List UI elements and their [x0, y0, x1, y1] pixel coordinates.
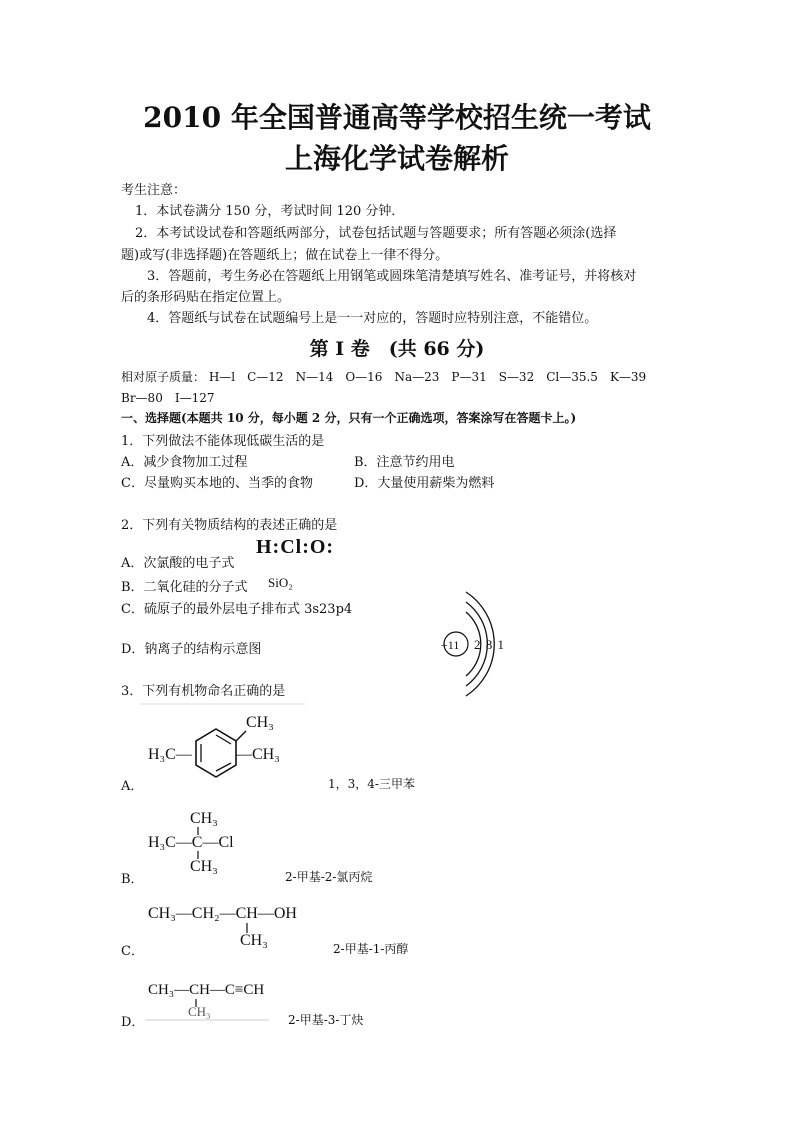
q3b-bottom: CH₃	[190, 858, 218, 875]
notice-item-4: 4．答题纸与试卷在试题编号上是一一对应的，答题时应特别注意，不能错位。	[147, 311, 598, 326]
q3-option-c-label: C．	[121, 944, 144, 959]
notice-item-3a: 3．答题前，考生务必在答题纸上用钢笔或圆珠笔清楚填写姓名、准考证号，并将核对	[147, 269, 637, 284]
q3-option-a-label: A．	[121, 779, 144, 794]
q3b-middle: H₃C—C—Cl	[148, 834, 234, 851]
sio2-formula: SiO₂	[268, 575, 293, 590]
q1-option-a: A．减少食物加工过程	[121, 455, 248, 470]
notice-item-2b: 题)或写(非选择题)在答题纸上；做在试卷上一律不得分。	[121, 248, 449, 263]
scan-rule	[140, 703, 310, 707]
page-subtitle: 上海化学试卷解析	[284, 142, 509, 175]
q3d-branch: CH₃	[188, 1004, 211, 1019]
q3-option-a-name: 1，3，4-三甲苯	[328, 777, 415, 791]
q3-stem: 3．下列有机物命名正确的是	[121, 684, 286, 699]
q1-option-c: C．尽量购买本地的、当季的食物	[121, 476, 313, 491]
q2-option-a: A．次氯酸的电子式	[121, 556, 235, 571]
q3-option-b-label: B．	[121, 872, 144, 887]
q2-option-d: D．钠离子的结构示意图	[121, 642, 262, 657]
q2-option-c: C．硫原子的最外层电子排布式 3s23p4	[121, 602, 353, 617]
q3-option-d-name: 2-甲基-3-丁炔	[288, 1013, 364, 1027]
nucleus-charge: +11	[441, 638, 460, 652]
q3d-main-chain: CH₃—CH—C≡CH	[148, 982, 265, 998]
q3c-main-chain: CH₃—CH₂—CH—OH	[148, 905, 297, 922]
q3-option-c-name: 2-甲基-1-丙醇	[333, 942, 409, 956]
atomic-mass-line-2: Br—80 I—127	[121, 391, 215, 405]
q1-option-b: B．注意节约用电	[354, 455, 455, 470]
q3a-right-methyl: —CH₃	[236, 746, 280, 763]
q2-option-b: B．二氧化硅的分子式	[121, 580, 248, 595]
notice-heading: 考生注意：	[121, 183, 187, 198]
q3a-top-methyl: CH₃	[246, 714, 274, 731]
q3d-underline	[145, 1019, 275, 1023]
q1-option-d: D．大量使用薪柴为燃料	[354, 476, 495, 491]
electron-shell-numbers: 2 8 1	[474, 637, 505, 652]
q3c-branch: CH₃	[240, 932, 268, 949]
notice-item-2a: 2．本考试设试卷和答题纸两部分，试卷包括试题与答题要求；所有答题必须涂(选择	[135, 226, 617, 241]
notice-item-3b: 后的条形码贴在指定位置上。	[121, 290, 291, 305]
q3b-top: CH₃	[190, 810, 218, 827]
section-title: 第 I 卷 (共 66 分)	[309, 338, 485, 360]
q3b-bonds	[195, 826, 201, 860]
atomic-mass-line-1: 相对原子质量： H—l C—12 N—14 O—16 Na—23 P—31 S—32 Cl—35.5 K—39	[121, 370, 647, 384]
notice-item-1: 1．本试卷满分 150 分，考试时间 120 分钟．	[135, 204, 405, 219]
q2-stem: 2．下列有关物质结构的表述正确的是	[121, 518, 338, 533]
page-title: 2010 年全国普通高等学校招生统一考试	[143, 101, 651, 134]
q3-option-d-label: D．	[121, 1015, 145, 1030]
hclo-electron-formula: H:Cl:O:	[256, 536, 335, 558]
q3a-left-methyl: H₃C—	[148, 746, 192, 763]
part1-header: 一、选择题(本题共 10 分，每小题 2 分，只有一个正确选项，答案涂写在答题卡上。)	[121, 411, 577, 425]
q1-stem: 1．下列做法不能体现低碳生活的是	[121, 434, 325, 449]
q3-option-b-name: 2-甲基-2-氯丙烷	[285, 870, 373, 884]
